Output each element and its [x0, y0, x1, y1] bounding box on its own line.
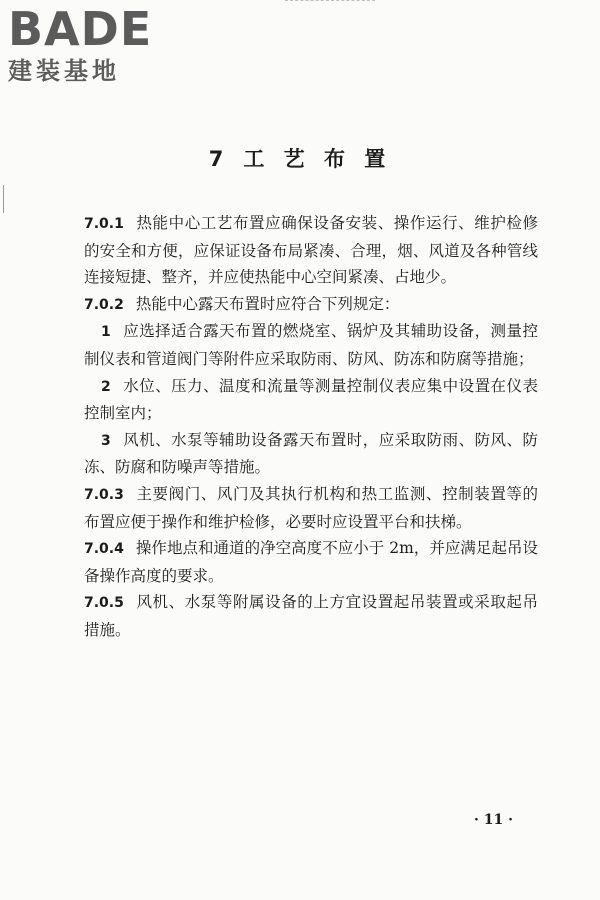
item-text: 水位、压力、温度和流量等测量控制仪表应集中设置在仪表控制室内；	[84, 376, 538, 423]
item-number: 2	[101, 378, 111, 395]
item-number: 3	[101, 432, 111, 449]
scan-mark-top	[285, 0, 375, 5]
clause-paragraph	[84, 589, 538, 643]
chapter-title: 工 艺 布 置	[243, 147, 392, 171]
page-number: · 11 ·	[474, 812, 513, 828]
chapter-heading	[0, 143, 600, 173]
clause-text: 风机、水泵等附属设备的上方宜设置起吊装置或采取起吊措施。	[84, 593, 538, 639]
clause-number: 7.0.1	[84, 216, 124, 232]
clause-text: 热能中心工艺布置应确保设备安装、操作运行、维护检修的安全和方便，应保证设备布局紧凑、合理，烟、风道及各种管线连接短捷、整齐，并应使热能中心空间紧凑、占地少。	[84, 214, 538, 287]
bade-logo	[8, 4, 178, 86]
chapter-number: 7	[208, 147, 230, 171]
logo-wordmark: BADE	[8, 2, 153, 56]
clause-text: 操作地点和通道的净空高度不应小于 2m，并应满足起吊设备操作高度的要求。	[84, 539, 538, 585]
item-text: 风机、水泵等辅助设备露天布置时，应采取防雨、防风、防冻、防腐和防噪声等措施。	[84, 430, 538, 477]
clause-text: 主要阀门、风门及其执行机构和热工监测、控制装置等的布置应便于操作和维护检修，必要时应设置平台和扶梯。	[84, 484, 538, 531]
item-number: 1	[101, 324, 111, 341]
scan-mark-left	[3, 185, 4, 213]
logo-subtitle: 建装基地	[8, 57, 120, 85]
item-text: 应选择适合露天布置的燃烧室、锅炉及其辅助设备，测量控制仪表和管道阀门等附件应采取防雨、防风、防冻和防腐等措施；	[84, 322, 538, 368]
clause-paragraph	[84, 291, 538, 319]
clause-number: 7.0.5	[84, 595, 124, 612]
clause-paragraph	[84, 535, 538, 589]
clause-text: 热能中心露天布置时应符合下列规定：	[135, 294, 400, 313]
list-item	[84, 427, 538, 481]
clause-number: 7.0.4	[84, 541, 124, 558]
list-item	[84, 318, 538, 372]
list-item	[84, 373, 538, 427]
clause-paragraph	[84, 481, 538, 535]
clause-number: 7.0.2	[84, 296, 124, 313]
document-body	[84, 210, 538, 644]
clause-number: 7.0.3	[84, 486, 124, 503]
clause-paragraph	[84, 210, 538, 291]
